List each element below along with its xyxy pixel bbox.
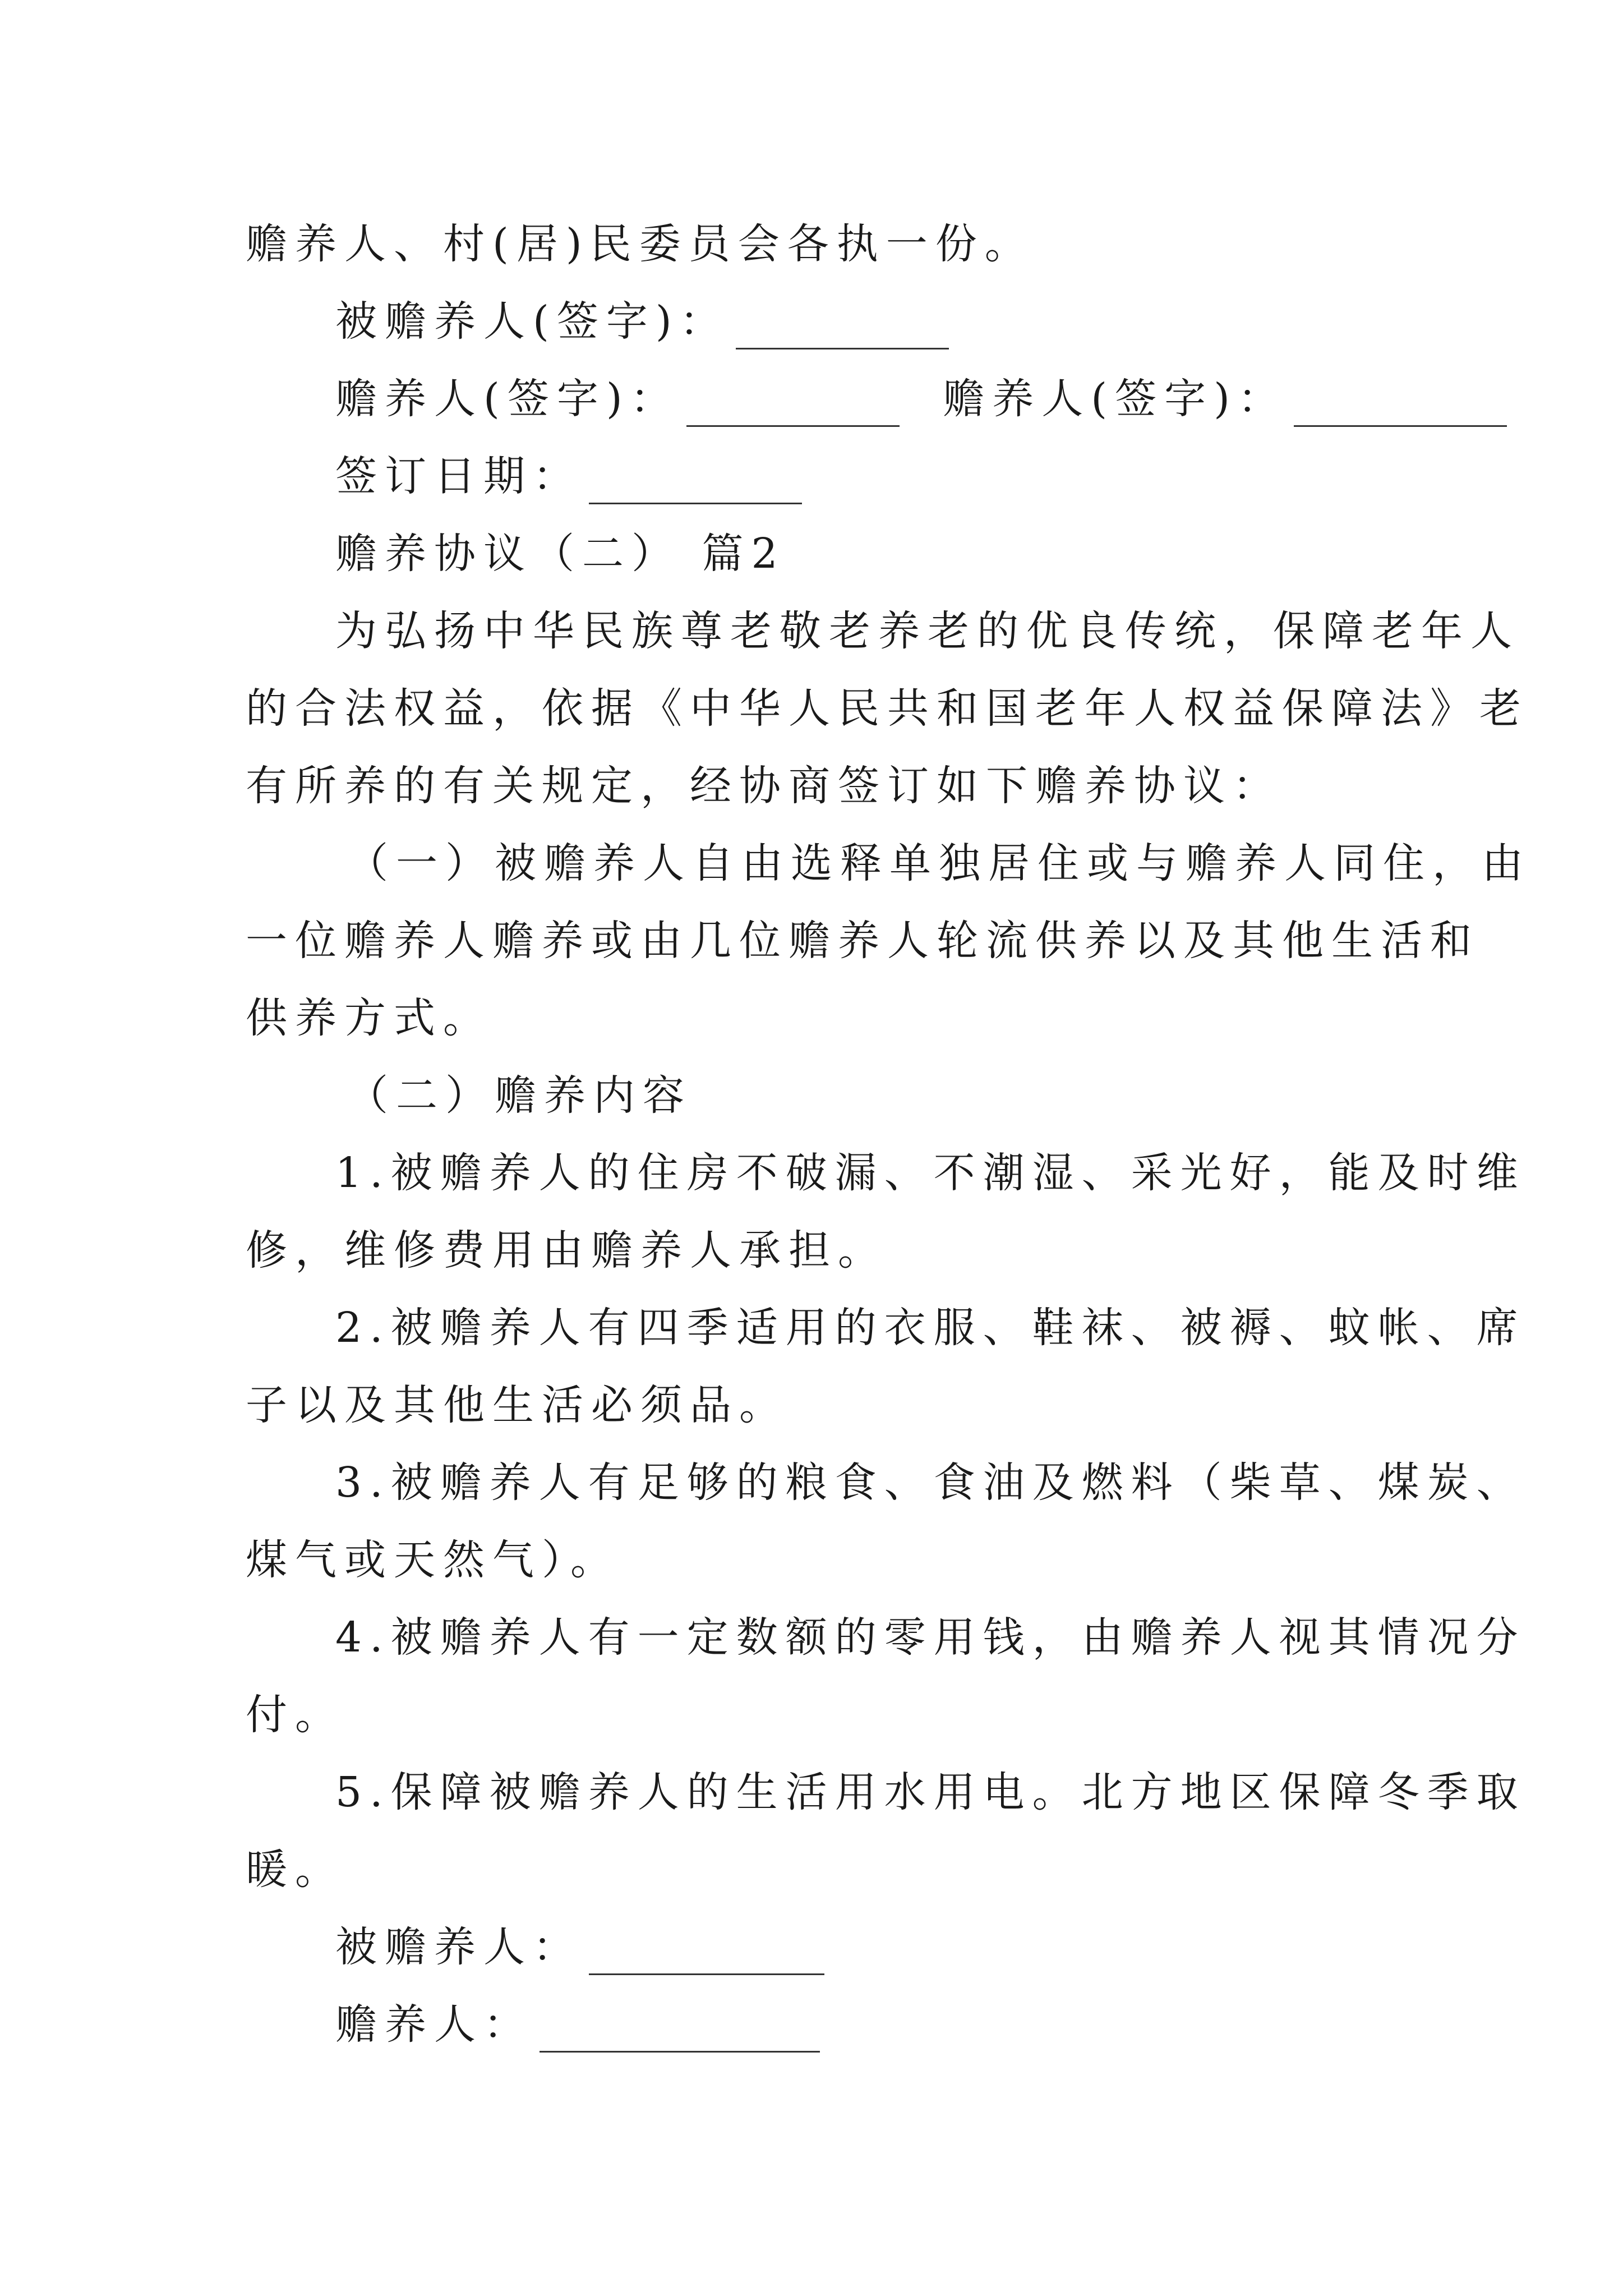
text-line: 付。	[246, 1691, 344, 1739]
text-line: 煤气或天然气）。	[246, 1536, 620, 1584]
text-line: 有所养的有关规定，经协商签订如下赡养协议：	[246, 762, 1282, 810]
text-line: 子以及其他生活必须品。	[246, 1381, 789, 1429]
section-heading: 赡养协议（二） 篇2	[335, 530, 786, 578]
beneficiary-blank	[589, 1934, 824, 1975]
text-line: （一）被赡养人自由选释单独居住或与赡养人同住，由	[347, 839, 1531, 887]
supporter-signature-label: 赡养人(签字)：	[943, 375, 1288, 423]
text-line: 赡养人、村(居)民委员会各执一份。	[246, 220, 1034, 268]
beneficiary-signature-line	[335, 293, 1479, 349]
text-line: 修，维修费用由赡养人承担。	[246, 1226, 887, 1274]
beneficiary-line	[335, 1919, 1479, 1975]
sign-date-blank	[589, 463, 802, 504]
text-line: 供养方式。	[246, 994, 492, 1042]
text-line: 1.被赡养人的住房不破漏、不潮湿、采光好，能及时维	[335, 1149, 1526, 1197]
supporter-signature-blank	[686, 386, 900, 427]
text-line: 2.被赡养人有四季适用的衣服、鞋袜、被褥、蚊帐、席	[335, 1304, 1526, 1352]
supporter-label: 赡养人：	[335, 2000, 533, 2049]
subsection-heading: （二）赡养内容	[347, 1071, 692, 1120]
beneficiary-signature-blank	[736, 309, 949, 349]
supporter-line	[335, 1996, 1479, 2053]
supporter-blank	[540, 2012, 820, 2053]
sign-date-label: 签订日期：	[335, 452, 582, 500]
text-line: 4.被赡养人有一定数额的零用钱，由赡养人视其情况分	[335, 1613, 1526, 1662]
supporter-signature-line	[335, 371, 1479, 427]
beneficiary-signature-label: 被赡养人(签字)：	[335, 297, 729, 346]
text-line: 的合法权益，依据《中华人民共和国老年人权益保障法》老	[246, 684, 1529, 733]
text-line: 5.保障被赡养人的生活用水用电。北方地区保障冬季取	[335, 1768, 1526, 1816]
sign-date-line	[335, 448, 1479, 504]
text-line: 一位赡养人赡养或由几位赡养人轮流供养以及其他生活和	[246, 917, 1479, 965]
supporter-signature-label: 赡养人(签字)：	[335, 375, 680, 423]
supporter-signature-blank	[1294, 386, 1507, 427]
text-line: 为弘扬中华民族尊老敬老养老的优良传统，保障老年人	[335, 607, 1520, 655]
text-line: 暖。	[246, 1846, 344, 1894]
beneficiary-label: 被赡养人：	[335, 1923, 582, 1971]
text-line: 3.被赡养人有足够的粮食、食油及燃料（柴草、煤炭、	[335, 1458, 1526, 1507]
